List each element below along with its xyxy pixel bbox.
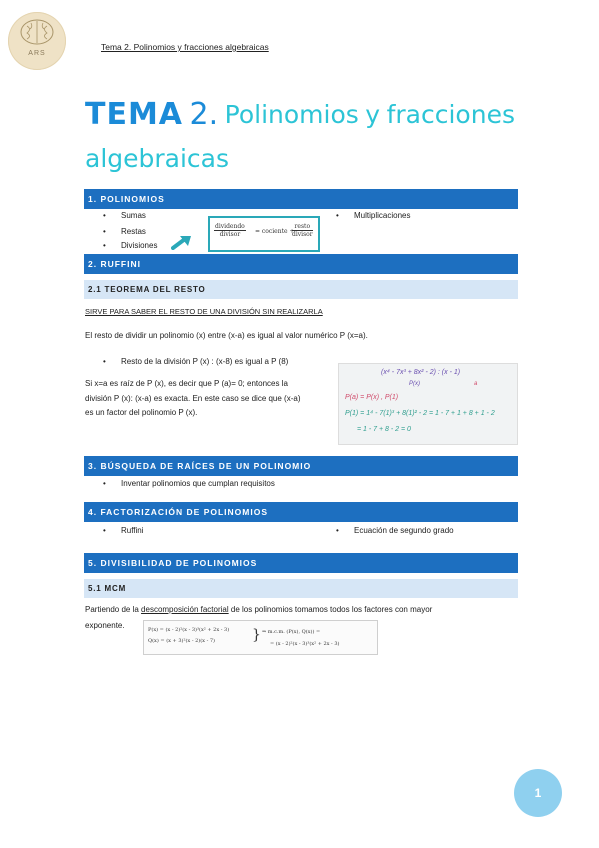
formula-numerator: dividendo — [215, 223, 245, 230]
paragraph: El resto de dividir un polinomio (x) entre (x-a) es igual al valor numérico P (x=a). — [85, 331, 368, 340]
section-heading-ruffini: 2. RUFFINI — [84, 254, 518, 274]
photo-line: a — [474, 381, 478, 387]
paragraph-line: es un factor del polinomio P (x). — [85, 408, 198, 417]
text-span: de los polinomios tomamos todos los factores con mayor — [228, 605, 433, 614]
title-line-2: algebraicas — [85, 144, 230, 173]
photo-line: P(1) = 1⁴ - 7(1)³ + 8(1)² - 2 = 1 - 7 + 1 + 8 + 1 - 2 — [345, 410, 495, 417]
list-item: • Multiplicaciones — [354, 211, 410, 220]
mcm-example-image — [143, 620, 378, 655]
brace: } — [252, 627, 261, 643]
brain-icon — [19, 18, 55, 46]
title-word-2: y — [365, 100, 381, 129]
title-word-3: fracciones — [386, 100, 515, 129]
subsection-heading-teorema: 2.1 TEOREMA DEL RESTO — [84, 280, 518, 299]
list-item: • Ruffini — [121, 526, 144, 535]
list-item: • Restas — [121, 227, 146, 236]
section-heading-factorizacion: 4. FACTORIZACIÓN DE POLINOMIOS — [84, 502, 518, 522]
formula-middle: = cociente + — [255, 228, 295, 235]
handwritten-example-photo — [338, 363, 518, 445]
page-number: 1 — [514, 769, 562, 817]
section-heading-divisibilidad: 5. DIVISIBILIDAD DE POLINOMIOS — [84, 553, 518, 573]
arrow-icon — [171, 234, 193, 250]
mcm-line: P(x) = (x - 2)²(x - 3)³(x² + 2x - 3) — [148, 627, 230, 633]
section-heading-busqueda: 3. BÚSQUEDA DE RAÍCES DE UN POLINOMIO — [84, 456, 518, 476]
logo-text: ARS — [28, 50, 46, 57]
list-item: • Inventar polinomios que cumplan requisitos — [121, 479, 275, 488]
list-item: • Sumas — [121, 211, 146, 220]
formula-denominator: divisor — [292, 231, 313, 238]
photo-line: P(a) = P(x) , P(1) — [345, 394, 399, 401]
document-header: Tema 2. Polinomios y fracciones algebraicas — [101, 42, 269, 52]
division-formula — [208, 216, 320, 252]
page-title — [85, 98, 515, 173]
photo-line: = 1 - 7 + 8 - 2 = 0 — [357, 426, 411, 433]
formula-numerator: resto — [292, 223, 313, 231]
paragraph-line — [85, 605, 432, 614]
subsection-heading-mcm: 5.1 MCM — [84, 579, 518, 598]
formula-denominator: divisor — [219, 231, 241, 238]
logo — [8, 12, 66, 70]
title-word-1: Polinomios — [224, 100, 359, 129]
title-number: 2. — [189, 97, 219, 132]
mcm-line: Q(x) = (x + 3)²(x - 2)(x - 7) — [148, 638, 216, 644]
paragraph-line: exponente. — [85, 621, 125, 630]
paragraph-line: Si x=a es raíz de P (x), es decir que P (a)= 0; entonces la — [85, 379, 288, 388]
underlined-term: descomposición factorial — [141, 605, 229, 614]
section-heading-polinomios: 1. POLINOMIOS — [84, 189, 518, 209]
underlined-note: SIRVE PARA SABER EL RESTO DE UNA DIVISIÓN SIN REALIZARLA — [85, 307, 323, 316]
list-item: • Ecuación de segundo grado — [354, 526, 454, 535]
list-item: • Divisiones — [121, 241, 157, 250]
mcm-line: ⇒ m.c.m. (P(x), Q(x)) = — [262, 629, 321, 635]
paragraph-line: división P (x): (x-a) es exacta. En este caso se dice que (x-a) — [85, 394, 301, 403]
photo-line: P(x) — [409, 381, 420, 387]
title-tema: TEMA — [85, 97, 184, 132]
list-item: • Resto de la división P (x) : (x-8) es igual a P (8) — [121, 357, 288, 366]
mcm-line: = (x - 2)²(x - 3)³(x² + 2x - 3) — [270, 641, 340, 647]
photo-line: (x⁴ - 7x³ + 8x² - 2) : (x - 1) — [381, 369, 461, 376]
text-span: Partiendo de la — [85, 605, 142, 614]
